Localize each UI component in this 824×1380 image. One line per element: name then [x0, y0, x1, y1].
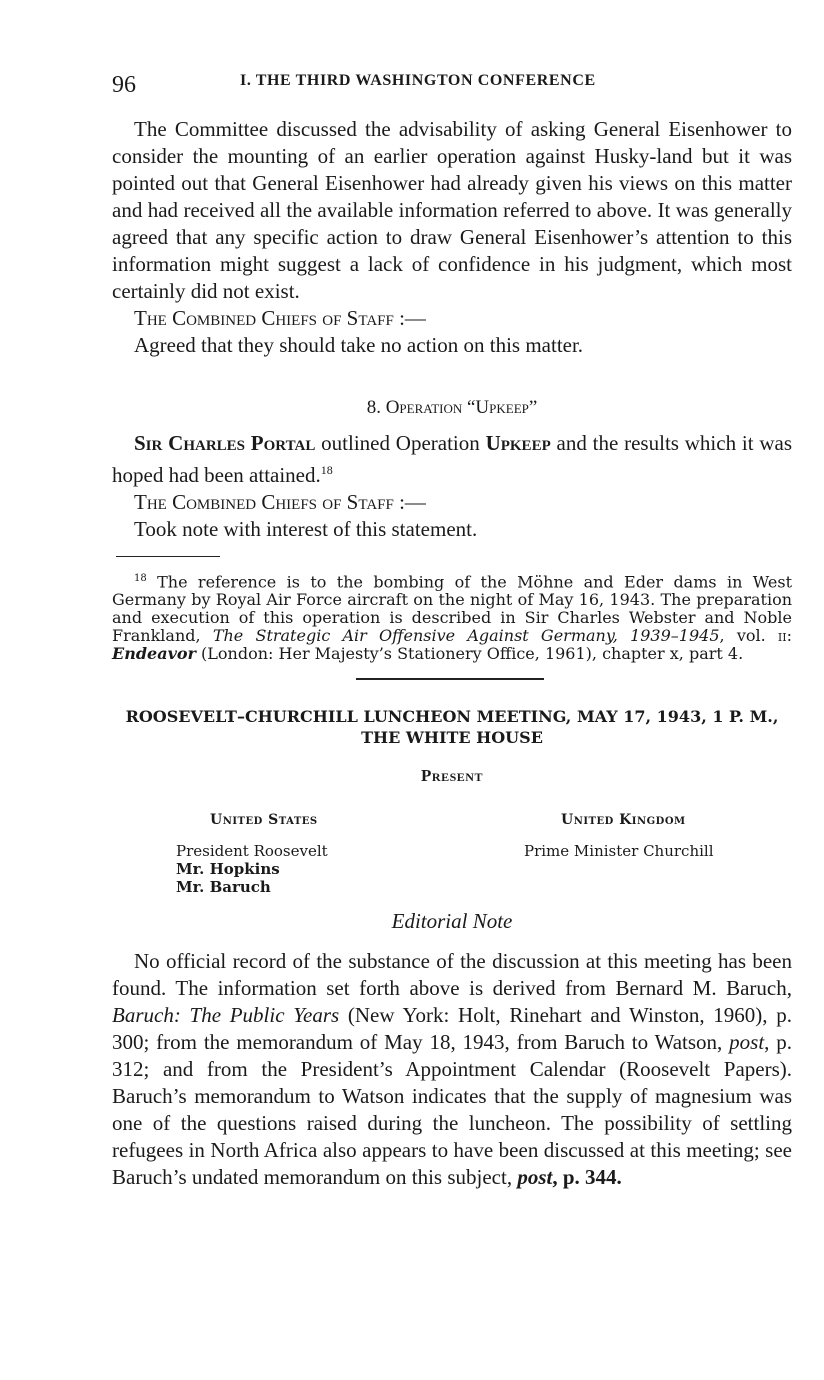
upkeep-paragraph: [112, 430, 792, 489]
editorial-text-a: No official record of the substance of the discussion at this meeting has been found. The information set forth above is derived from Bernard M. Baruch,: [112, 949, 792, 1000]
us-name-baruch: Mr. Baruch: [176, 878, 271, 896]
editorial-paragraph: [112, 948, 792, 1191]
editorial-note-body: [112, 948, 792, 1191]
uk-column: [524, 812, 784, 860]
editorial-note-heading-wrap: [112, 909, 792, 934]
meeting-title: [112, 706, 792, 748]
section-upkeep: [112, 430, 792, 543]
upkeep-text-end: and the results which it was hoped had been attained.: [112, 431, 793, 487]
uk-names: [524, 842, 784, 860]
editorial-post-1: post: [729, 1030, 765, 1054]
section-heading-upkeep: [112, 397, 792, 419]
editorial-text-b: (New York: Holt, Rinehart and Winston, 1960), p. 300; from the memorandum of May 18, 1943, from Baruch to Watson,: [112, 1003, 792, 1054]
page-number: 96: [112, 72, 136, 98]
uk-heading: United Kingdom: [561, 812, 686, 828]
discussion-paragraph: The Committee discussed the advisability of asking General Eisenhower to consider the mounting of an earlier operation against Husky-land but it was pointed out that General Eisenhower had already given his views on this matter and had received all the available information referred to above. It was generally agreed that any specific action to draw General Eisenhower’s attention to this information might suggest a lack of confidence in his judgment, which most certainly did not exist.: [112, 117, 792, 303]
footnote-block: [112, 570, 792, 663]
us-name-roosevelt: President Roosevelt: [176, 842, 328, 860]
editorial-post-2: post: [517, 1165, 553, 1189]
uk-name-churchill: Prime Minister Churchill: [524, 842, 714, 860]
decision-text-2: Took note with interest of this statement.: [134, 517, 478, 541]
upkeep-text-mid: outlined Operation: [315, 431, 486, 455]
footnote-text-d: (London: Her Majesty’s Stationery Office, 1961), chapter x, part 4.: [195, 644, 744, 664]
footnote-number: 18: [134, 573, 147, 584]
footnote-reference: 18: [320, 463, 333, 477]
present-heading: Present: [421, 766, 483, 785]
editorial-text-d: , p. 344.: [552, 1165, 622, 1189]
us-names: [176, 842, 436, 896]
footnote-rule: [116, 556, 220, 557]
meeting-title-line2: THE WHITE HOUSE: [361, 728, 543, 747]
editorial-note-heading: Editorial Note: [391, 909, 513, 933]
footnote-subtitle: Endeavor: [112, 644, 196, 664]
meeting-title-line1: ROOSEVELT–CHURCHILL LUNCHEON MEETING, MAY 17, 1943, 1 P. M.,: [125, 707, 779, 726]
footnote-title: The Strategic Air Offensive Against Germany, 1939–1945: [212, 626, 720, 646]
footnote-text-b: , vol.: [719, 626, 778, 646]
section-husky-discussion: [112, 116, 792, 359]
ccs-label: The Combined Chiefs of Staff :—: [134, 306, 426, 330]
page-header: [112, 70, 792, 100]
footnote-18: [112, 570, 792, 663]
portal-name: Sir Charles Portal: [134, 431, 316, 455]
decision-text: Agreed that they should take no action on this matter.: [134, 333, 584, 357]
upkeep-heading: 8. Operation “Upkeep”: [366, 397, 538, 418]
ccs-label-2: The Combined Chiefs of Staff :—: [134, 490, 426, 514]
present-heading-wrap: [112, 766, 792, 786]
footnote-text-a: The reference is to the bombing of the Möhne and Eder dams in West Germany by Royal Air Force aircraft on the night of May 16, 1943. The preparation and execution of this operation is described in Sir Charles Webster and Noble Frankland,: [112, 572, 793, 646]
upkeep-op-name: Upkeep: [485, 431, 551, 455]
editorial-text-c: , p. 312; and from the President’s Appointment Calendar (Roosevelt Papers). Baruch’s memorandum to Watson indicates that the supply of magnesium was one of the questions raised during the luncheon. The possibility of settling refugees in North Africa also appears to have been discussed at this meeting; see Baruch’s undated memorandum on this subject,: [112, 1030, 792, 1189]
us-heading: United States: [210, 812, 318, 828]
footnote-vol: ii: [777, 626, 787, 646]
us-column: [176, 812, 436, 896]
us-name-hopkins: Mr. Hopkins: [176, 860, 280, 878]
section-divider: [356, 678, 544, 680]
footnote-text-c: :: [786, 626, 793, 646]
running-title: I. THE THIRD WASHINGTON CONFERENCE: [240, 72, 596, 89]
editorial-book-title: Baruch: The Public Years: [112, 1003, 340, 1027]
